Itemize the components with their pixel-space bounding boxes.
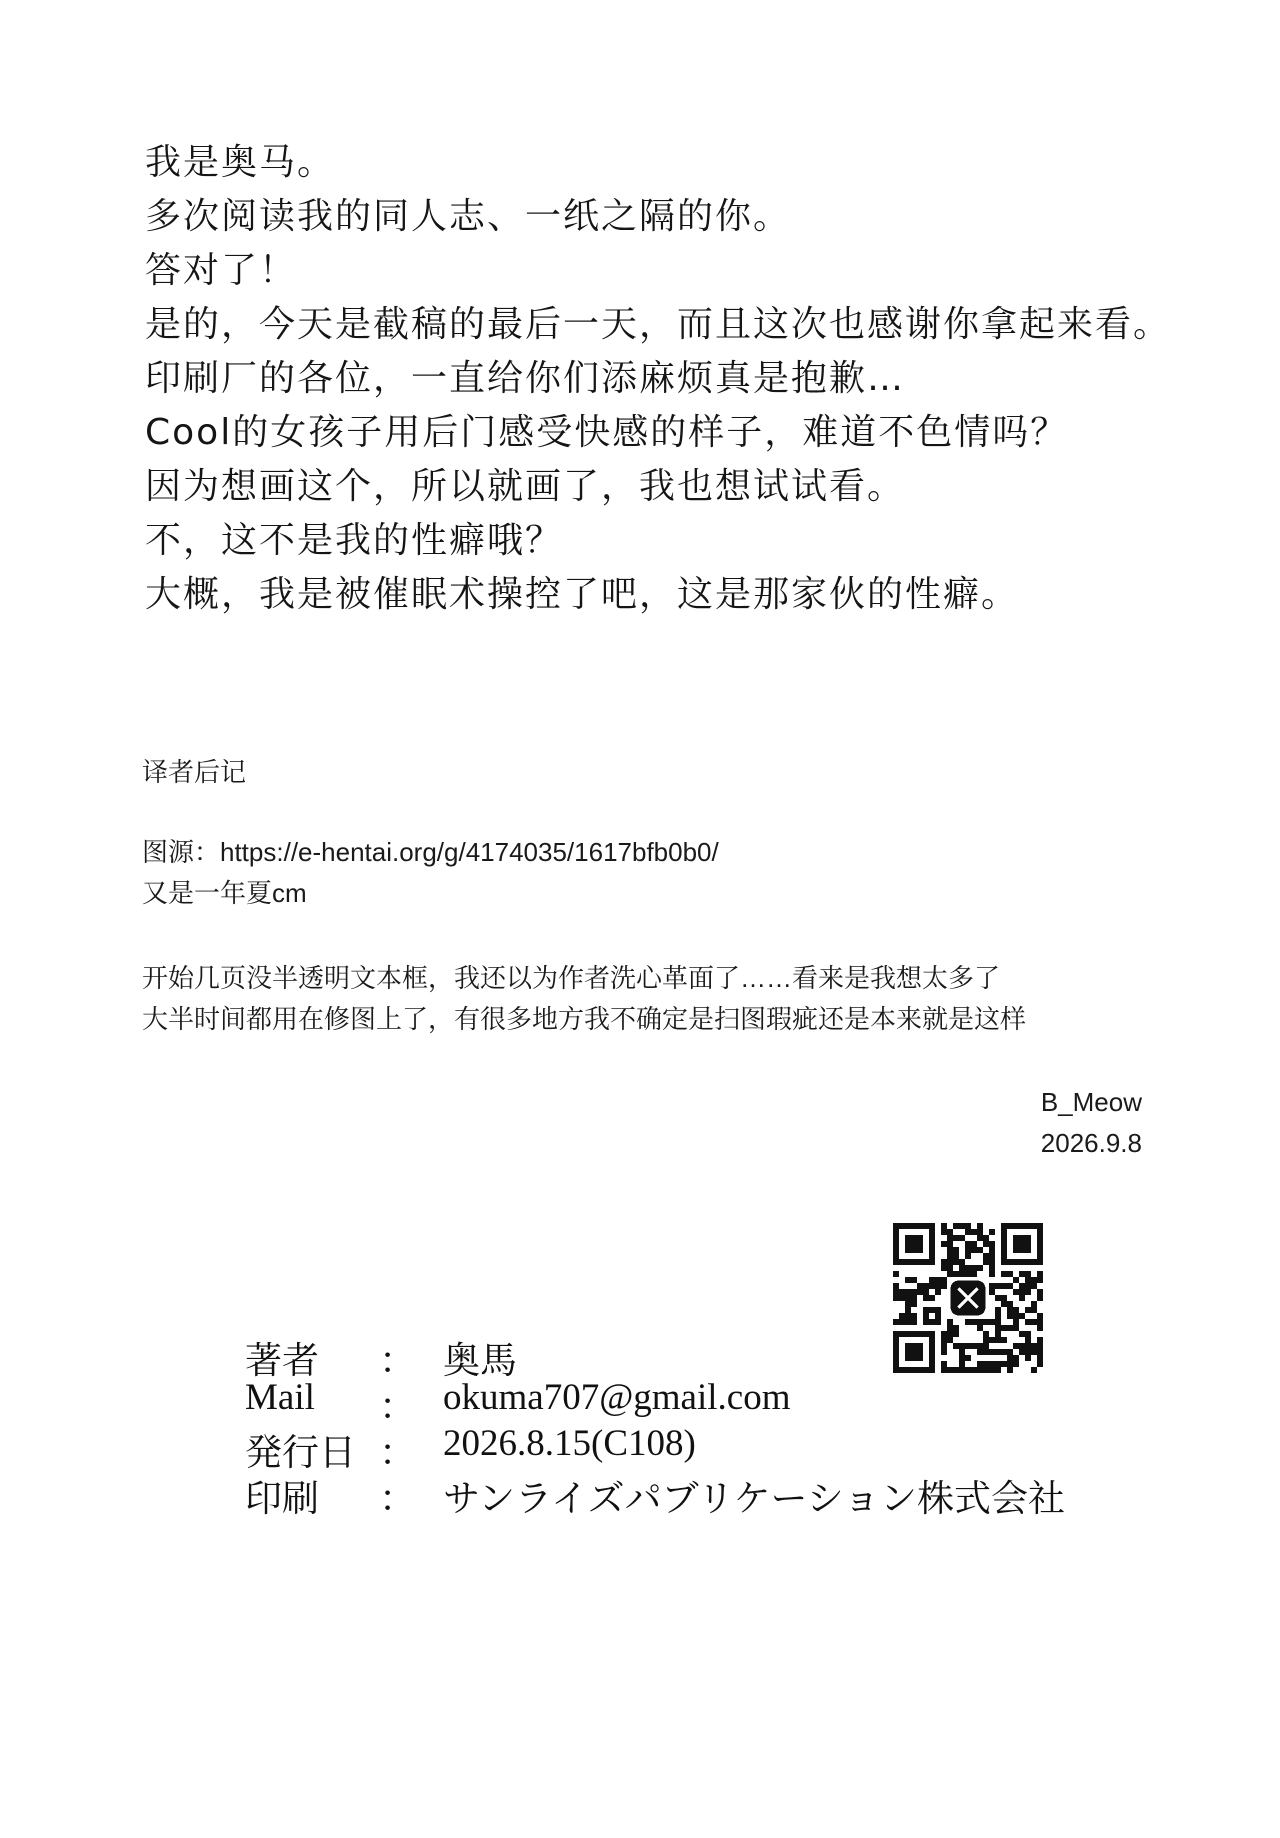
signature-name: B_Meow xyxy=(1040,1087,1142,1117)
separator: ： xyxy=(379,1479,416,1520)
colophon-row-mail xyxy=(245,1376,1145,1428)
season-note: 又是一年夏cm xyxy=(142,878,307,908)
author-value: 奥馬 xyxy=(443,1341,517,1382)
afterword-line: 不，这不是我的性癖哦？ xyxy=(145,520,564,561)
image-source-link[interactable]: 图源：https://e-hentai.org/g/4174035/1617bfb0b0/ xyxy=(142,837,719,867)
date-value: 2026.8.15(C108) xyxy=(443,1423,696,1464)
translator-notes-heading: 译者后记 xyxy=(142,757,247,787)
signature-date: 2026.9.8 xyxy=(1040,1128,1142,1158)
afterword-line: 大概，我是被催眠术操控了吧，这是那家伙的性癖。 xyxy=(145,574,1020,615)
afterword-line: 是的，今天是截稿的最后一天，而且这次也感谢你拿起来看。 xyxy=(145,304,1172,345)
afterword-line: 因为想画这个，所以就画了，我也想试试看。 xyxy=(145,466,906,507)
translator-signature xyxy=(1041,1082,1142,1164)
afterword-line: 答对了！ xyxy=(145,250,298,291)
afterword-line: Cool的女孩子用后门感受快感的样子，难道不色情吗？ xyxy=(145,412,1069,453)
separator: ： xyxy=(379,1387,416,1428)
colophon-row-date xyxy=(245,1422,1145,1474)
printer-label: 印刷 xyxy=(245,1479,319,1520)
printer-value: サンライズパブリケーション株式会社 xyxy=(443,1479,1065,1520)
translator-comment: 大半时间都用在修图上了，有很多地方我不确定是扫图瑕疵还是本来就是这样 xyxy=(142,1004,1027,1034)
afterword-line: 印刷厂的各位，一直给你们添麻烦真是抱歉… xyxy=(145,358,906,399)
translator-comment: 开始几页没半透明文本框，我还以为作者洗心革面了……看来是我想太多了 xyxy=(142,963,1001,993)
colophon-row-author xyxy=(245,1330,1145,1382)
date-label: 発行日 xyxy=(245,1433,356,1474)
separator: ： xyxy=(379,1341,416,1382)
mail-value[interactable]: okuma707@gmail.com xyxy=(443,1377,791,1418)
afterword-line: 我是奥马。 xyxy=(145,142,336,183)
mail-label: Mail xyxy=(245,1377,315,1418)
separator: ： xyxy=(379,1433,416,1474)
colophon-row-printer xyxy=(245,1468,1145,1520)
x-logo-icon xyxy=(947,1277,989,1319)
author-afterword xyxy=(145,136,1172,622)
afterword-line: 多次阅读我的同人志、一纸之隔的你。 xyxy=(145,196,792,237)
author-label: 著者 xyxy=(245,1341,319,1382)
